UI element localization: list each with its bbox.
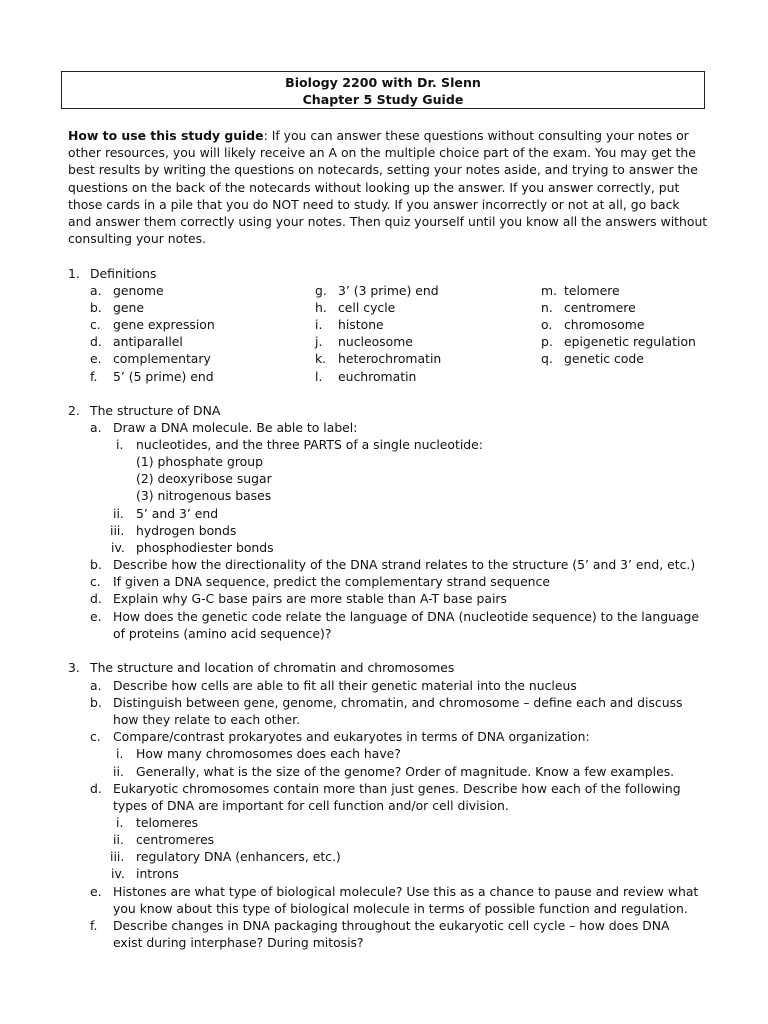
list-item: centromeres <box>136 832 215 847</box>
list-item: regulatory DNA (enhancers, etc.) <box>136 849 341 864</box>
list-item: Histones are what type of biological molecule? Use this as a chance to pause and review what <box>113 884 699 899</box>
list-item: 5’ and 3’ end <box>136 506 219 521</box>
list-item: introns <box>136 866 179 881</box>
list-item: 5’ (5 prime) end <box>113 369 214 384</box>
list-item: (1) phosphate group <box>136 454 263 469</box>
list-item: complementary <box>113 351 211 366</box>
list-item-cont: how they relate to each other. <box>113 712 301 727</box>
study-guide-page: Biology 2200 with Dr. Slenn Chapter 5 Study Guide How to use this study guide: If you can answer these questions without consulting your notes or other resources, you will likely receive an A on the multiple choice part of the exam. You may get the best results by writing the questions on notecards, setting your notes aside, and trying to answer the questions on the back of the notecards without looking up the answer. If you answer correctly, put those cards in a pile that you do NOT need to study. If you answer incorrectly or not at all, go back and answer them correctly using your notes. Then quiz yourself until you know all the answers without consulting your notes. 1. Definitions a. genome b. gene c. gene expression d. antiparallel e. complementary f. 5’ (5 prime) end g. 3’ (3 prime) end h. cell cycle i. histone j. nucleosome k. heterochromatin l. euchromatin m. telomere n. centromere o. chromosome p. epigenetic regulation q. genetic code 2. The structure of DNA a. Draw a DNA molecule. Be able to label: i. nucleotides, and the three PARTS of a single nucleotide: (1) phosphate group (2) deoxyribose sugar (3) nitrogenous bases ii. 5’ and 3’ end iii. hydrogen bonds iv. phosphodiester bonds b. Describe how the directionality of the DNA strand relates to the structure (5’ and 3’ end, etc.) c. If given a DNA sequence, predict the complementary strand sequence d. Explain why G-C base pairs are more stable than A-T base pairs e. How does the genetic code relate the language of DNA (nucleotide sequence) to the language of proteins (amino acid sequence)? 3. The structure and location of chromatin and chromosomes a. Describe how cells are able to fit all their genetic material into the nucleus b. Distinguish between gene, genome, chromatin, and chromosome – define each and discuss how they relate to each other. c. Compare/contrast prokaryotes and eukaryotes in terms of DNA organization: i. How many chromosomes does each have? ii. Generally, what is the size of the genome? Order of magnitude. Know a few examples. d. Eukaryotic chromosomes contain more than just genes. Describe how each of the following types of DNA are important for cell function and/or cell division. i. telomeres ii. centromeres iii. regulatory DNA (enhancers, etc.) iv. introns e. Histones are what type of biological molecule? Use this as a chance to pause and review what you know about this type of biological molecule in terms of possible function and regulation. f. Describe changes in DNA packaging throughout the eukaryotic cell cycle – how does DNA exist during interphase? During mitosis? <box>0 0 768 1024</box>
list-item: Explain why G-C base pairs are more stable than A-T base pairs <box>113 591 507 606</box>
intro-paragraph: How to use this study guide: If you can answer these questions without consulting your notes or other resources, you will likely receive an A on the multiple choice part of the exam. You may get the best results by writing the questions on notecards, setting your notes aside, and trying to answer the questions on the back of the notecards without looking up the answer. If you answer correctly, put those cards in a pile that you do NOT need to study. If you answer incorrectly or not at all, go back and answer them correctly using your notes. Then quiz yourself until you know all the answers without consulting your notes. <box>68 128 708 247</box>
guide-title: Chapter 5 Study Guide <box>302 92 464 107</box>
list-item: 3’ (3 prime) end <box>338 283 439 298</box>
list-item: nucleotides, and the three PARTS of a single nucleotide: <box>136 437 483 452</box>
header-box <box>61 71 705 109</box>
list-item: Describe changes in DNA packaging throughout the eukaryotic cell cycle – how does DNA <box>113 918 670 933</box>
section-1-number: 1. <box>68 266 80 281</box>
list-item: antiparallel <box>113 334 183 349</box>
section-1-title: Definitions <box>90 266 157 281</box>
list-item: cell cycle <box>338 300 396 315</box>
list-item-cont: of proteins (amino acid sequence)? <box>113 626 332 641</box>
list-item: nucleosome <box>338 334 413 349</box>
list-item: hydrogen bonds <box>136 523 237 538</box>
list-item: (2) deoxyribose sugar <box>136 471 272 486</box>
list-item: How does the genetic code relate the language of DNA (nucleotide sequence) to the language <box>113 609 699 624</box>
list-item: phosphodiester bonds <box>136 540 274 555</box>
list-item: gene expression <box>113 317 215 332</box>
list-item: chromosome <box>564 317 645 332</box>
list-item: euchromatin <box>338 369 417 384</box>
list-item: Draw a DNA molecule. Be able to label: <box>113 420 358 435</box>
section-3-title: The structure and location of chromatin and chromosomes <box>90 660 455 675</box>
list-item: (3) nitrogenous bases <box>136 488 272 503</box>
list-item-cont: types of DNA are important for cell function and/or cell division. <box>113 798 509 813</box>
list-item: heterochromatin <box>338 351 442 366</box>
list-item: Describe how cells are able to fit all their genetic material into the nucleus <box>113 678 577 693</box>
list-item: histone <box>338 317 384 332</box>
list-item: How many chromosomes does each have? <box>136 746 401 761</box>
course-title: Biology 2200 with Dr. Slenn <box>285 75 481 90</box>
list-item: Describe how the directionality of the DNA strand relates to the structure (5’ and 3’ end, etc.) <box>113 557 696 572</box>
list-item: Generally, what is the size of the genome? Order of magnitude. Know a few examples. <box>136 764 675 779</box>
list-item: genetic code <box>564 351 644 366</box>
list-item-cont: exist during interphase? During mitosis? <box>113 935 364 950</box>
list-item: Distinguish between gene, genome, chromatin, and chromosome – define each and discuss <box>113 695 683 710</box>
list-item: centromere <box>564 300 636 315</box>
list-item: telomeres <box>136 815 199 830</box>
section-2-title: The structure of DNA <box>90 403 221 418</box>
section-3-number: 3. <box>68 660 80 675</box>
list-item: telomere <box>564 283 620 298</box>
list-item: epigenetic regulation <box>564 334 696 349</box>
list-item: Eukaryotic chromosomes contain more than just genes. Describe how each of the following <box>113 781 681 796</box>
list-item-cont: you know about this type of biological molecule in terms of possible function and regulation. <box>113 901 688 916</box>
list-item: Compare/contrast prokaryotes and eukaryotes in terms of DNA organization: <box>113 729 590 744</box>
section-2-number: 2. <box>68 403 80 418</box>
list-item: If given a DNA sequence, predict the complementary strand sequence <box>113 574 550 589</box>
intro-heading: How to use this study guide <box>68 128 264 143</box>
list-item: gene <box>113 300 144 315</box>
list-item: genome <box>113 283 164 298</box>
